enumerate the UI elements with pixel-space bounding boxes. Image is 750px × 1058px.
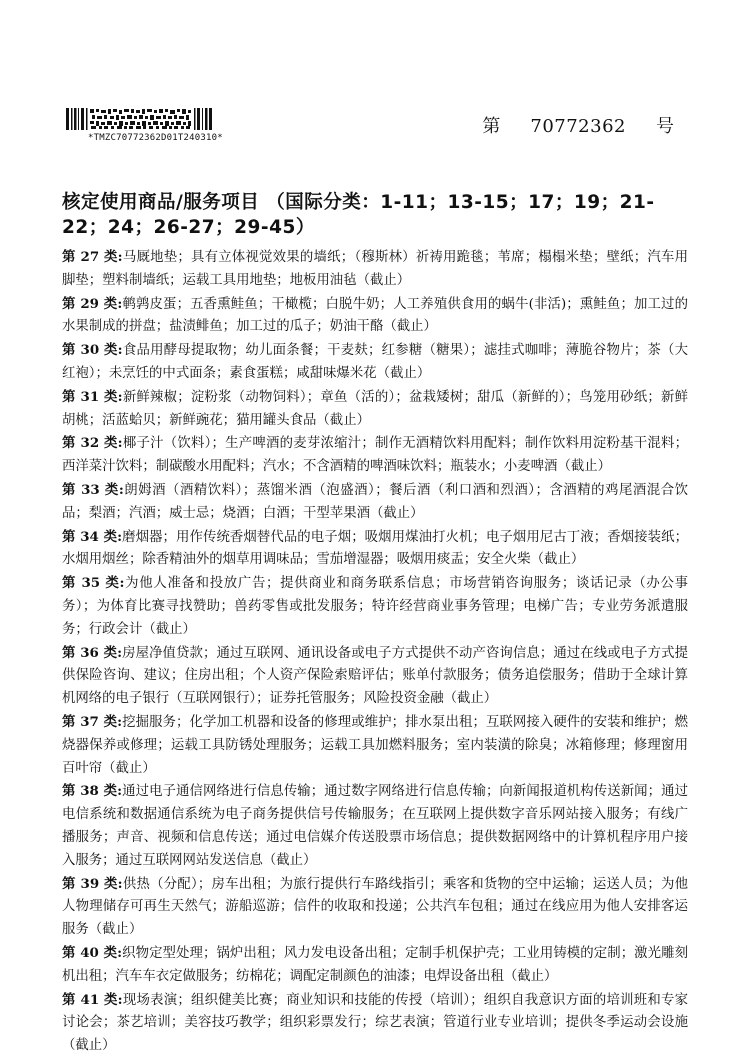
class-entry bbox=[62, 339, 688, 386]
class-entry bbox=[62, 526, 688, 573]
registration-number-prefix: 第 bbox=[482, 116, 501, 137]
class-entry-text: 新鲜辣椒；淀粉浆（动物饲料）；章鱼（活的）；盆栽矮树；甜瓜（新鲜的）；鸟笼用砂纸；新鲜胡桃；活蓝蛤贝；新鲜豌花；猫用罐头食品（截止） bbox=[62, 389, 688, 428]
class-entry-label: 第 37 类: bbox=[62, 713, 123, 730]
class-entry bbox=[62, 989, 688, 1058]
class-entry bbox=[62, 780, 688, 872]
class-entry-text: 马厩地垫；具有立体视觉效果的墙纸；（穆斯林）祈祷用跪毯；苇席；榻榻米垫；壁纸；汽车用脚垫；塑料制墙纸；运载工具用地垫；地板用油毡（截止） bbox=[62, 250, 688, 288]
registration-number bbox=[482, 112, 674, 138]
barcode-block bbox=[64, 108, 264, 143]
class-entry-label: 第 31 类: bbox=[62, 388, 123, 405]
class-entry-text: 椰子汁（饮料）；生产啤酒的麦芽浓缩汁；制作无酒精饮料用配料；制作饮料用淀粉基干混料；西洋菜汁饮料；制碳酸水用配料；汽水；不含酒精的啤酒味饮料；瓶装水；小麦啤酒（截止） bbox=[62, 436, 688, 475]
class-entry bbox=[62, 432, 688, 479]
barcode-caption: *TMZC70772362D01T240310* bbox=[88, 133, 223, 143]
class-entry-label: 第 35 类: bbox=[62, 575, 125, 592]
class-entry-label: 第 27 类: bbox=[62, 249, 123, 265]
class-list bbox=[62, 246, 688, 1058]
class-entry bbox=[62, 293, 688, 340]
section-heading: 核定使用商品/服务项目 （国际分类：1-11；13-15；17；19；21-22；24；26-27；29-45） bbox=[62, 192, 655, 238]
class-entry bbox=[62, 386, 688, 433]
class-entry-text: 通过电子通信网络进行信息传输；通过数字网络进行信息传输；向新闻报道机构传送新闻；通过电信系统和数据通信系统为电子商务提供信号传输服务；在互联网上提供数字音乐网站接入服务；有线广播服务；声音、视频和信息传送；通过电信媒介传送股票市场信息；提供数据网络中的计算机程序用户接入服务；通过互联网网站发送信息（截止） bbox=[62, 784, 689, 868]
class-entry-label: 第 38 类: bbox=[62, 783, 123, 800]
class-entry bbox=[62, 479, 688, 526]
class-entry-label: 第 32 类: bbox=[62, 435, 123, 452]
class-entry-text: 织物定型处理；锅炉出租；风力发电设备出租；定制手机保护壳；工业用铸模的定制；激光雕刻机出租；汽车车衣定做服务；纺棉花；调配定制颜色的油漆；电焊设备出租（截止） bbox=[62, 945, 689, 984]
class-entry-text: 现场表演；组织健美比赛；商业知识和技能的传授（培训）；组织自我意识方面的培训班和专家讨论会；茶艺培训；美容技巧教学；组织彩票发行；综艺表演；管道行业专业培训；提供冬季运动会设施（截止） bbox=[62, 992, 688, 1054]
class-entry-label: 第 34 类: bbox=[62, 528, 123, 545]
class-entry-text: 鹌鹑皮蛋；五香熏鲑鱼；干橄榄；白脱牛奶；人工养殖供食用的蜗牛(非活)；熏鲑鱼；加工过的水果制成的拼盘；盐渍鲱鱼；加工过的瓜子；奶油干酪（截止） bbox=[62, 296, 688, 335]
class-entry bbox=[62, 711, 688, 780]
registration-number-suffix: 号 bbox=[656, 116, 674, 137]
class-entry-label: 第 39 类: bbox=[62, 875, 123, 892]
class-entry-text: 挖掘服务；化学加工机器和设备的修理或维护；排水泵出租；互联网接入硬件的安装和维护；燃烧器保养或修理；运载工具防锈处理服务；运载工具加燃料服务；室内装潢的除臭；冰箱修理；修理窗用百叶帘（截止） bbox=[62, 714, 689, 776]
class-entry-label: 第 36 类: bbox=[62, 644, 123, 661]
class-entry-text: 朗姆酒（酒精饮料）；蒸馏米酒（泡盛酒）；餐后酒（利口酒和烈酒）；含酒精的鸡尾酒混合饮品；梨酒；汽酒；威士忌；烧酒；白酒；干型苹果酒（截止） bbox=[62, 482, 688, 521]
class-entry bbox=[62, 246, 688, 293]
class-entry-text: 房屋净值贷款；通过互联网、通讯设备或电子方式提供不动产咨询信息；通过在线或电子方式提供保险咨询、建议；住房出租；个人资产保险索赔评估；账单付款服务；债务追偿服务；借助于全球计算机网络的电子银行（互联网银行）；证券托管服务；风险投资金融（截止） bbox=[62, 645, 689, 707]
class-entry-text: 供热（分配）；房车出租；为旅行提供行车路线指引；乘客和货物的空中运输；运送人员；为他人物理储存可再生天然气；游船巡游；信件的收取和投递；公共汽车包租；通过在线应用为他人安排客运服务（截止） bbox=[62, 876, 688, 938]
class-entry-text: 磨烟器；用作传统香烟替代品的电子烟；吸烟用煤油打火机；电子烟用尼古丁液；香烟接装纸；水烟用烟丝；除香精油外的烟草用调味品；雪茄增湿器；吸烟用痰盂；安全火柴（截止） bbox=[62, 529, 689, 568]
class-entry-label: 第 33 类: bbox=[62, 481, 124, 498]
class-entry-text: 食品用酵母提取物；幼儿面条餐；干麦麸；红参糖（糖果）；滤挂式咖啡；薄脆谷物片；茶（大红袍）；未烹饪的中式面条；素食蛋糕；咸甜味爆米花（截止） bbox=[62, 343, 688, 381]
registration-number-value: 70772362 bbox=[530, 116, 626, 137]
class-entry-label: 第 30 类: bbox=[62, 342, 123, 359]
class-entry bbox=[62, 572, 688, 641]
class-entry-label: 第 29 类: bbox=[62, 295, 123, 312]
class-entry-text: 为他人准备和投放广告；提供商业和商务联系信息；市场营销咨询服务；谈话记录（办公事务）；为体育比赛寻找赞助；兽药零售或批发服务；特许经营商业事务管理；电梯广告；专业劳务派遣服务；行政会计（截止） bbox=[62, 576, 689, 637]
barcode-icon bbox=[66, 108, 212, 130]
class-entry bbox=[62, 942, 688, 989]
class-entry bbox=[62, 873, 688, 942]
class-entry-label: 第 41 类: bbox=[62, 991, 123, 1008]
class-entry bbox=[62, 642, 688, 711]
class-entry-label: 第 40 类: bbox=[62, 944, 123, 961]
